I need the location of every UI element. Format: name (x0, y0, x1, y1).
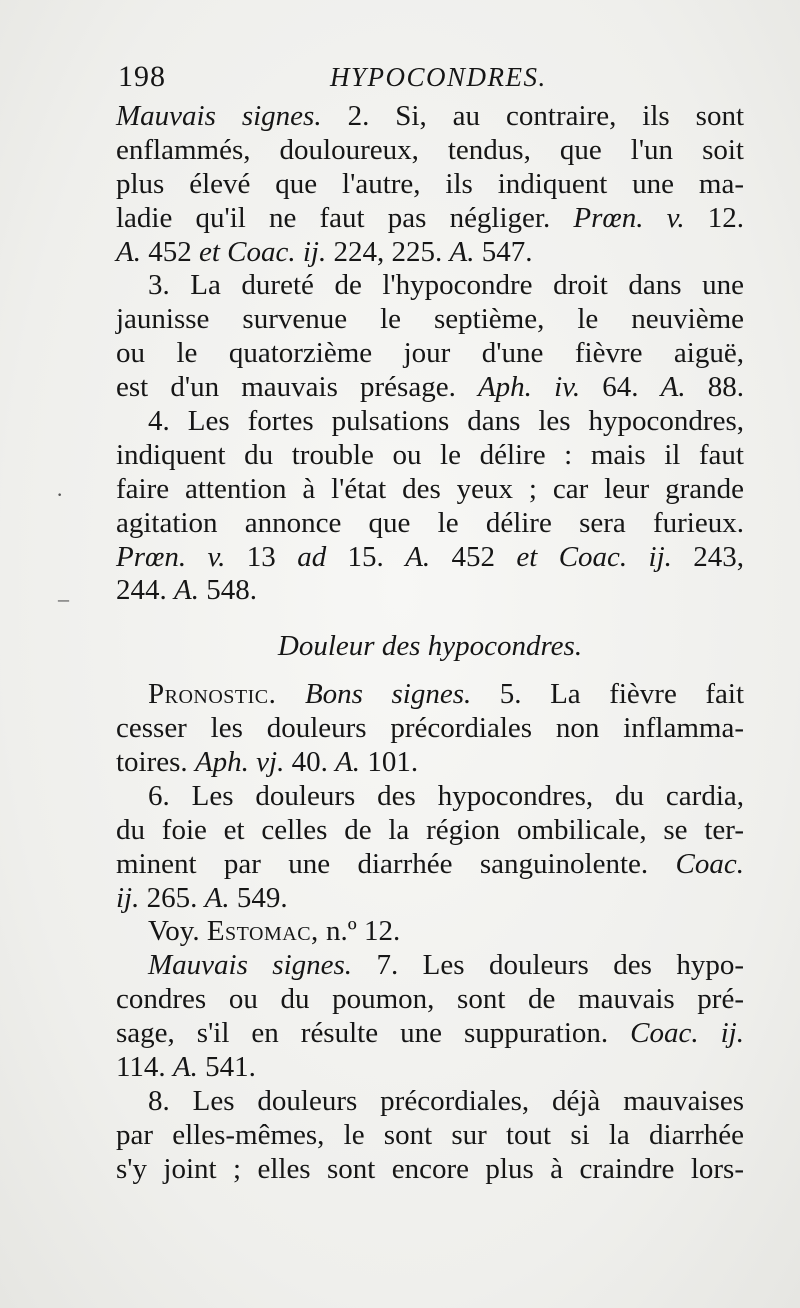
text-segment: 549. (229, 881, 288, 914)
text-segment (276, 678, 305, 710)
text-segment: 5. La fièvre fait (471, 678, 745, 711)
margin-dot-mark: · (56, 482, 64, 507)
running-head: HYPOCONDRES. (330, 62, 547, 92)
text-line (116, 1051, 744, 1085)
text-segment: A. (449, 235, 475, 268)
text-segment: 114. (116, 1051, 173, 1084)
text-segment: 547. (474, 235, 533, 268)
text-segment: est d'un mauvais présage. (116, 371, 478, 404)
text-segment: cesser les douleurs précordiales non inflamma- (116, 712, 744, 745)
text-segment: 15. (326, 540, 406, 573)
text-line (116, 303, 744, 337)
text-segment: A. (172, 1051, 198, 1084)
text-segment: du foie et celles de la région ombilicale, se ter- (116, 813, 744, 846)
text-line (116, 574, 744, 608)
text-segment: Douleur des hypocondres. (277, 630, 583, 663)
text-segment: sage, s'il en résulte une suppuration. (116, 1017, 631, 1050)
body-text (116, 100, 744, 1187)
text-line (116, 473, 744, 507)
text-segment: toires. (116, 746, 195, 779)
text-segment: 6. Les douleurs des hypocondres, du cardia, (148, 779, 744, 812)
text-segment: Estomac, (206, 915, 319, 948)
text-line (116, 1153, 744, 1187)
text-segment: 40. (284, 746, 336, 779)
text-segment: ad (297, 540, 327, 573)
text-segment: ou le quatorzième jour d'une fièvre aiguë, (116, 337, 744, 370)
text-segment: Aph. vj. (194, 746, 285, 779)
text-line (116, 134, 744, 168)
text-segment: 452 (140, 235, 199, 268)
margin-dash-mark: – (58, 586, 69, 611)
text-segment: 3. La dureté de l'hypocondre droit dans une (148, 269, 744, 302)
text-segment: et Coac. ij. (516, 540, 672, 573)
text-segment: ij. (116, 881, 140, 914)
text-segment: 8. Les douleurs précordiales, déjà mauvaises (148, 1084, 744, 1117)
text-line (116, 168, 744, 202)
text-segment: indiquent du trouble ou le délire : mais il faut (116, 438, 744, 471)
text-segment: 244. (116, 574, 174, 607)
text-segment: 64. (580, 371, 661, 404)
text-segment: 265. (139, 881, 205, 914)
text-line (116, 712, 744, 746)
text-segment: 2. Si, au contraire, ils sont (321, 100, 744, 132)
text-segment: agitation annonce que le délire sera furieux. (116, 506, 744, 539)
text-line (116, 100, 744, 134)
text-line (116, 371, 744, 405)
text-segment: 541. (197, 1051, 256, 1084)
section-heading (116, 630, 744, 664)
text-segment: 548. (198, 574, 257, 607)
text-line (116, 1119, 744, 1153)
text-segment: 224, 225. (326, 235, 450, 268)
text-line (116, 269, 744, 303)
text-line (116, 848, 744, 882)
text-segment: 13 (225, 540, 298, 573)
text-line (116, 337, 744, 371)
text-line (116, 678, 744, 712)
text-segment: condres ou du poumon, sont de mauvais pré- (116, 983, 744, 1016)
text-segment: Coac. (675, 847, 744, 880)
text-segment: Bons signes. (304, 678, 472, 711)
text-segment: Coac. ij. (630, 1017, 744, 1050)
text-segment: 88. (685, 371, 745, 404)
text-segment: Mauvais signes. (116, 100, 322, 132)
text-segment: ladie qu'il ne faut pas négliger. (116, 201, 574, 234)
text-segment: A. (174, 574, 199, 607)
text-line (116, 814, 744, 848)
text-segment: A. (335, 746, 361, 779)
text-line (116, 405, 744, 439)
text-line (116, 746, 744, 780)
text-segment: n.º 12. (318, 915, 401, 948)
text-segment: jaunisse survenue le septième, le neuvième (116, 303, 744, 336)
text-segment: A. (116, 235, 141, 268)
text-segment: 7. Les douleurs des hypo- (352, 949, 745, 982)
text-line (116, 202, 744, 236)
text-segment: A. (405, 540, 431, 573)
text-line (116, 541, 744, 575)
text-segment: Voy. (148, 915, 207, 948)
text-segment: 101. (360, 746, 419, 779)
page-number: 198 (118, 60, 166, 93)
text-line (116, 1017, 744, 1051)
text-segment: A. (204, 881, 230, 914)
text-segment: 4. Les fortes pulsations dans les hypocondres, (148, 405, 744, 438)
text-line (116, 236, 744, 270)
page-header (118, 60, 738, 104)
text-segment: minent par une diarrhée sanguinolente. (116, 847, 676, 880)
text-segment: 243, (671, 540, 745, 573)
text-line (116, 915, 744, 949)
text-line (116, 439, 744, 473)
text-segment: s'y joint ; elles sont encore plus à craindre lors- (116, 1152, 744, 1185)
text-segment: Prœn. v. (116, 540, 226, 573)
text-segment: plus élevé que l'autre, ils indiquent une ma- (116, 167, 744, 200)
text-line (116, 780, 744, 814)
text-segment: et Coac. ij. (198, 235, 327, 268)
text-segment: enflammés, douloureux, tendus, que l'un soit (116, 133, 744, 166)
text-line (116, 507, 744, 541)
text-segment: Prœn. v. (573, 201, 685, 234)
text-line (116, 983, 744, 1017)
text-line (116, 949, 744, 983)
text-segment: faire attention à l'état des yeux ; car leur grande (116, 472, 744, 505)
text-segment: Aph. iv. (477, 371, 581, 404)
text-segment: Pronostic. (148, 678, 277, 711)
text-segment: 452 (430, 540, 517, 573)
text-segment: par elles-mêmes, le sont sur tout si la diarrhée (116, 1118, 744, 1151)
text-segment: A. (660, 371, 686, 404)
text-segment: Mauvais signes. (148, 949, 353, 982)
text-segment: 12. (684, 201, 745, 234)
text-line (116, 1085, 744, 1119)
text-line (116, 882, 744, 916)
